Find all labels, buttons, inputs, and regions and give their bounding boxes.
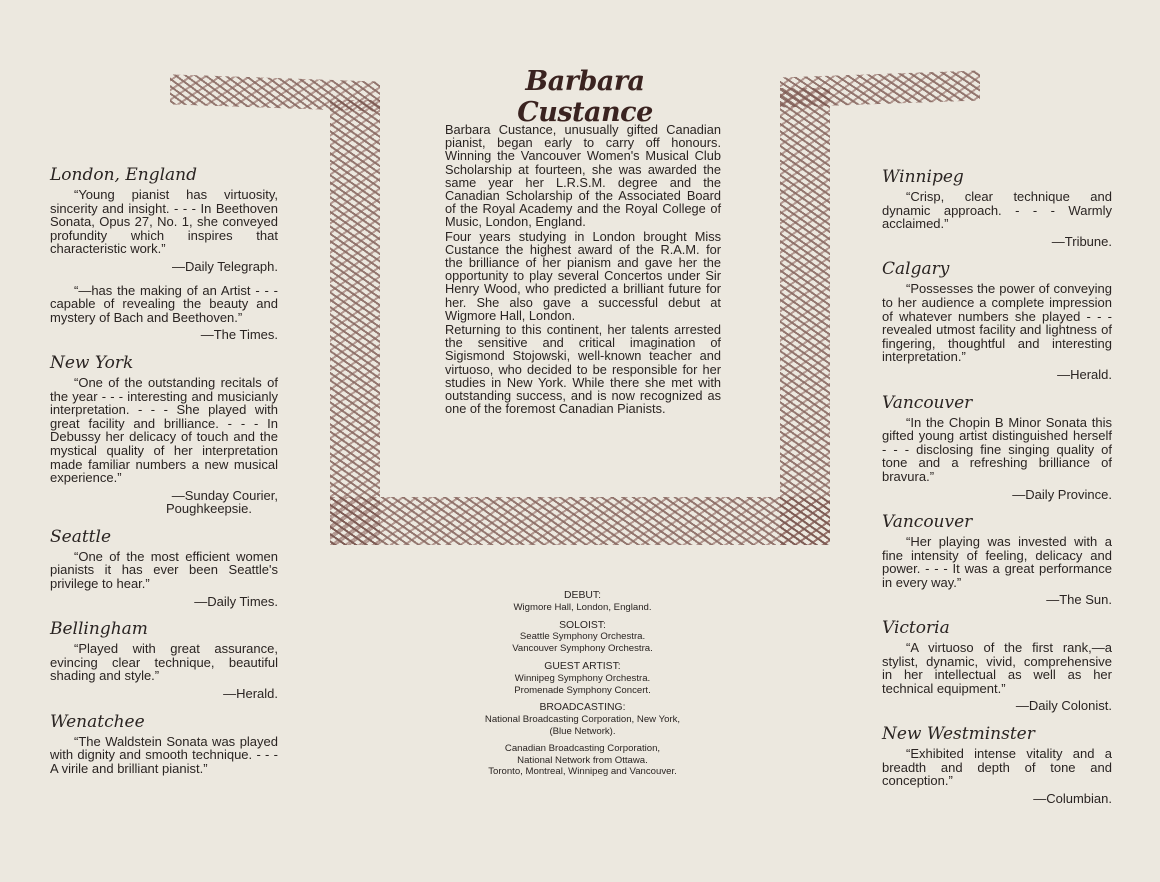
city-heading: Calgary	[882, 259, 950, 280]
review-quote: “Her playing was invested with a fine intensity of feeling, delicacy and power. - - - It was a great performance in every way.”	[882, 534, 1112, 590]
bio-paragraph: Barbara Custance, unusually gifted Canadian pianist, began early to carry off honours. Winning the Vancouver Women's Musical Club Scholarship at fourteen, she was awarded the same year her L.R.S.M. degree and the Canadian Scholarship of the Associated Board of the Royal Academy and the Royal College of Music, London, England.	[445, 122, 721, 230]
review-section	[50, 526, 278, 608]
credit-heading: SOLOIST:	[559, 619, 606, 631]
city-heading: New York	[50, 352, 134, 373]
review-source: —Sunday Courier,	[171, 487, 278, 503]
review-quote: “Exhibited intense vitality and a breadth and depth of tone and conception.”	[882, 746, 1112, 789]
credit-line: National Broadcasting Corporation, New York,	[484, 714, 681, 726]
review-source: —Columbian.	[1033, 790, 1112, 806]
city-heading: New Westminster	[882, 724, 1035, 745]
left-reviews-column	[50, 164, 278, 775]
city-heading: Seattle	[50, 526, 112, 547]
page-title: Barbara Custance	[517, 66, 653, 128]
city-heading: Winnipeg	[882, 167, 964, 187]
review-source: —The Sun.	[1046, 592, 1112, 608]
city-heading: Wenatchee	[50, 711, 145, 732]
right-reviews-column	[882, 166, 1112, 815]
review-section	[50, 352, 278, 516]
engagement-credits	[455, 584, 710, 778]
decorative-border-right-vertical	[780, 88, 830, 545]
review-quote: “Possesses the power of conveying to her audience a complete impression of whatever numbers she played - - - revealed utmost facility and lightness of fingering, thoughtful and interesting interpretation.”	[882, 281, 1112, 365]
city-heading: London, England	[50, 165, 197, 185]
review-source: —Daily Province.	[1012, 486, 1112, 502]
review-section	[50, 711, 278, 776]
credit-line: Vancouver Symphony Orchestra.	[512, 643, 653, 655]
credit-line: National Network from Ottawa.	[517, 754, 648, 766]
review-source: —Daily Times.	[194, 593, 278, 609]
review-quote: “Young pianist has virtuosity, sincerity and insight. - - - In Beethoven Sonata, Opus 27, No. 1, she conveyed profundity which inspires that characteristic work.”	[50, 187, 278, 257]
review-section	[882, 511, 1112, 607]
decorative-border-bottom	[330, 497, 830, 545]
review-section	[882, 392, 1112, 502]
city-heading: Bellingham	[50, 619, 148, 640]
review-quote: “Played with great assurance, evincing clear technique, beautiful shading and style.”	[50, 641, 278, 684]
decorative-border-top-right	[780, 71, 980, 108]
review-source: —Daily Telegraph.	[172, 258, 278, 274]
review-quote: “A virtuoso of the first rank,—a stylist, dynamic, vivid, comprehensive in her intellectual as well as her technical equipment.”	[882, 640, 1112, 696]
credit-heading: GUEST ARTIST:	[544, 660, 621, 672]
credit-heading: BROADCASTING:	[539, 702, 626, 714]
review-source: —Daily Colonist.	[1015, 698, 1112, 714]
credit-line: (Blue Network).	[549, 725, 616, 737]
review-quote: “—has the making of an Artist - - - capable of revealing the beauty and mystery of Bach and Beethoven.”	[50, 282, 278, 325]
review-quote: “Crisp, clear technique and dynamic approach. - - - Warmly acclaimed.”	[882, 189, 1112, 232]
review-quote: “One of the outstanding recitals of the year - - - interesting and musicianly interpretation. - - - She played with great facility and brilliance. - - - In Debussy her delicacy of touch and the mystical quality of her interpretation made familiar numbers a new musical experience.”	[50, 374, 278, 486]
review-section	[882, 166, 1112, 248]
review-section	[882, 617, 1112, 713]
review-section	[882, 723, 1112, 805]
review-section	[50, 164, 278, 342]
review-source-line2: Poughkeepsie.	[166, 501, 253, 517]
biography	[445, 123, 721, 416]
review-source: —The Times.	[200, 327, 278, 343]
credit-line: Promenade Symphony Concert.	[514, 684, 651, 696]
credit-line: Toronto, Montreal, Winnipeg and Vancouver.	[488, 766, 677, 778]
credit-line: Wigmore Hall, London, England.	[513, 601, 652, 613]
review-quote: “In the Chopin B Minor Sonata this gifted young artist distinguished herself - - - disclosing fine singing quality of tone and a refreshing brilliance of bravura.”	[882, 414, 1112, 484]
review-quote: “The Waldstein Sonata was played with dignity and smooth technique. - - - A virile and brilliant pianist.”	[50, 733, 278, 776]
bio-paragraph: Four years studying in London brought Miss Custance the highest award of the R.A.M. for the brilliance of her pianism and gave her the opportunity to play several Concertos under Sir Henry Wood, who predicted a brilliant future for her. She also gave a successful debut at Wigmore Hall, London.	[445, 228, 721, 323]
review-quote: “One of the most efficient women pianists it has ever been Seattle's privilege to hear.”	[50, 548, 278, 592]
city-heading: Vancouver	[882, 512, 973, 533]
city-heading: Vancouver	[882, 392, 973, 413]
credit-line: Winnipeg Symphony Orchestra.	[514, 672, 651, 684]
review-source: —Herald.	[1057, 366, 1112, 382]
credit-line: Canadian Broadcasting Corporation,	[504, 742, 661, 754]
review-section	[50, 618, 278, 700]
decorative-border-left-vertical	[330, 100, 380, 545]
review-source: —Tribune.	[1051, 233, 1112, 249]
credit-heading: DEBUT:	[564, 590, 601, 601]
review-source: —Herald.	[223, 686, 278, 702]
city-heading: Victoria	[882, 618, 950, 639]
credit-line: Seattle Symphony Orchestra.	[519, 631, 646, 643]
review-section	[882, 258, 1112, 381]
bio-paragraph: Returning to this continent, her talents arrested the sensitive and critical imagination of Sigismond Stojowski, well-known teacher and virtuoso, who decided to be responsible for her studies in New York. While there she met with outstanding success, and is now recognized as one of the foremost Canadian Pianists.	[445, 322, 721, 417]
